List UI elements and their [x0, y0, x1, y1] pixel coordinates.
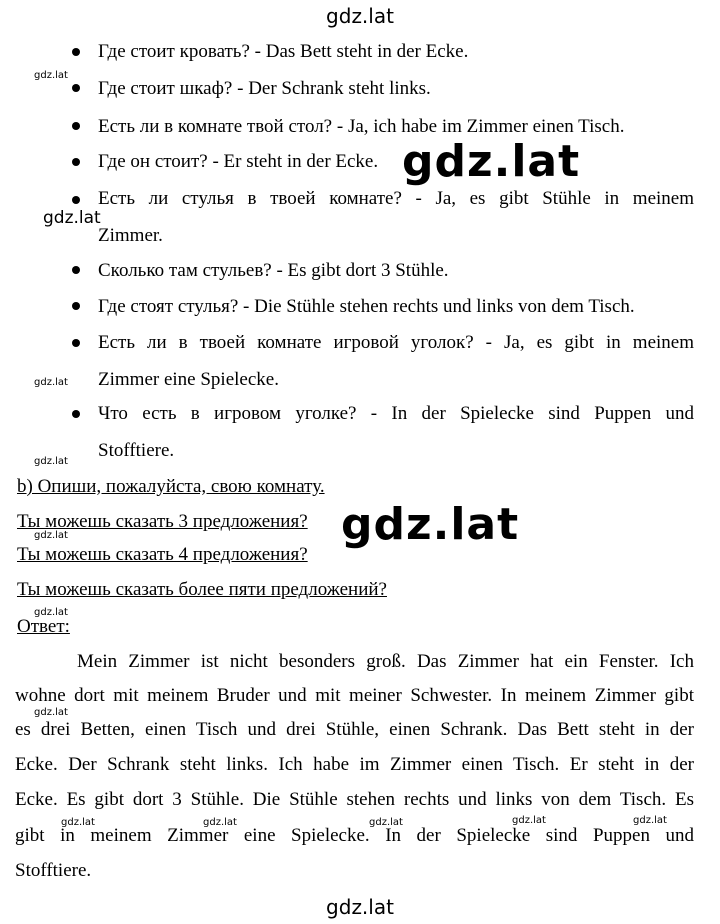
small-watermark: gdz.lat	[34, 70, 68, 81]
paragraph-line: Ecke. Der Schrank steht links. Ich habe im Zimmer einen Tisch. Er steht in der	[15, 755, 694, 775]
answer-text: Сколько там стульев? - Es gibt dort 3 Stühle.	[98, 260, 449, 281]
answer-text: Где стоит шкаф? - Der Schrank steht links.	[98, 78, 431, 99]
footer-watermark: gdz.lat	[326, 895, 394, 919]
answer-text: Где стоят стулья? - Die Stühle stehen rechts und links von dem Tisch.	[98, 296, 635, 317]
answer-text-continued: Zimmer eine Spielecke.	[98, 369, 279, 390]
small-watermark: gdz.lat	[61, 817, 95, 828]
answer-label: Ответ:	[17, 616, 70, 637]
bullet-icon	[72, 410, 80, 418]
answer-text: Где стоит кровать? - Das Bett steht in der Ecke.	[98, 41, 469, 62]
bullet-icon	[72, 339, 80, 347]
small-watermark: gdz.lat	[34, 456, 68, 467]
answer-text: Есть ли в твоей комнате игровой уголок? - Ja, es gibt in meinem	[98, 333, 694, 353]
task-question: Ты можешь сказать 3 предложения?	[17, 511, 308, 532]
large-watermark: gdz.lat	[341, 499, 520, 550]
paragraph-line: Stofftiere.	[15, 860, 92, 881]
small-watermark: gdz.lat	[34, 377, 68, 388]
small-watermark: gdz.lat	[203, 817, 237, 828]
answer-text: Что есть в игровом уголке? - In der Spielecke sind Puppen und	[98, 404, 694, 424]
paragraph-line: Ecke. Es gibt dort 3 Stühle. Die Stühle stehen rechts und links von dem Tisch. Es	[15, 790, 694, 810]
bullet-icon	[72, 122, 80, 130]
small-watermark: gdz.lat	[34, 707, 68, 718]
answer-text: Есть ли в комнате твой стол? - Ja, ich habe im Zimmer einen Tisch.	[98, 116, 625, 137]
small-watermark: gdz.lat	[34, 607, 68, 618]
answer-text-continued: Zimmer.	[98, 225, 163, 246]
large-watermark: gdz.lat	[402, 136, 581, 187]
task-question: Ты можешь сказать более пяти предложений?	[17, 579, 387, 600]
bullet-icon	[72, 196, 80, 204]
answer-text: Есть ли стулья в твоей комнате? - Ja, es gibt Stühle in meinem	[98, 189, 694, 209]
small-watermark: gdz.lat	[369, 817, 403, 828]
paragraph-line: wohne dort mit meinem Bruder und mit meiner Schwester. In meinem Zimmer gibt	[15, 686, 694, 706]
bullet-icon	[72, 158, 80, 166]
bullet-icon	[72, 266, 80, 274]
small-watermark: gdz.lat	[512, 815, 546, 826]
task-heading: b) Опиши, пожалуйста, свою комнату.	[17, 476, 325, 497]
medium-watermark: gdz.lat	[43, 208, 101, 228]
small-watermark: gdz.lat	[34, 530, 68, 541]
paragraph-line: es drei Betten, einen Tisch und drei Stühle, einen Schrank. Das Bett steht in der	[15, 720, 694, 740]
task-question: Ты можешь сказать 4 предложения?	[17, 544, 308, 565]
bullet-icon	[72, 84, 80, 92]
paragraph-line: Mein Zimmer ist nicht besonders groß. Das Zimmer hat ein Fenster. Ich	[77, 652, 694, 672]
answer-text: Где он стоит? - Er steht in der Ecke.	[98, 151, 379, 172]
paragraph-line: gibt in meinem Zimmer eine Spielecke. In der Spielecke sind Puppen und	[15, 826, 694, 846]
bullet-icon	[72, 48, 80, 56]
header-watermark: gdz.lat	[326, 4, 394, 28]
bullet-icon	[72, 302, 80, 310]
answer-text-continued: Stofftiere.	[98, 440, 175, 461]
small-watermark: gdz.lat	[633, 815, 667, 826]
